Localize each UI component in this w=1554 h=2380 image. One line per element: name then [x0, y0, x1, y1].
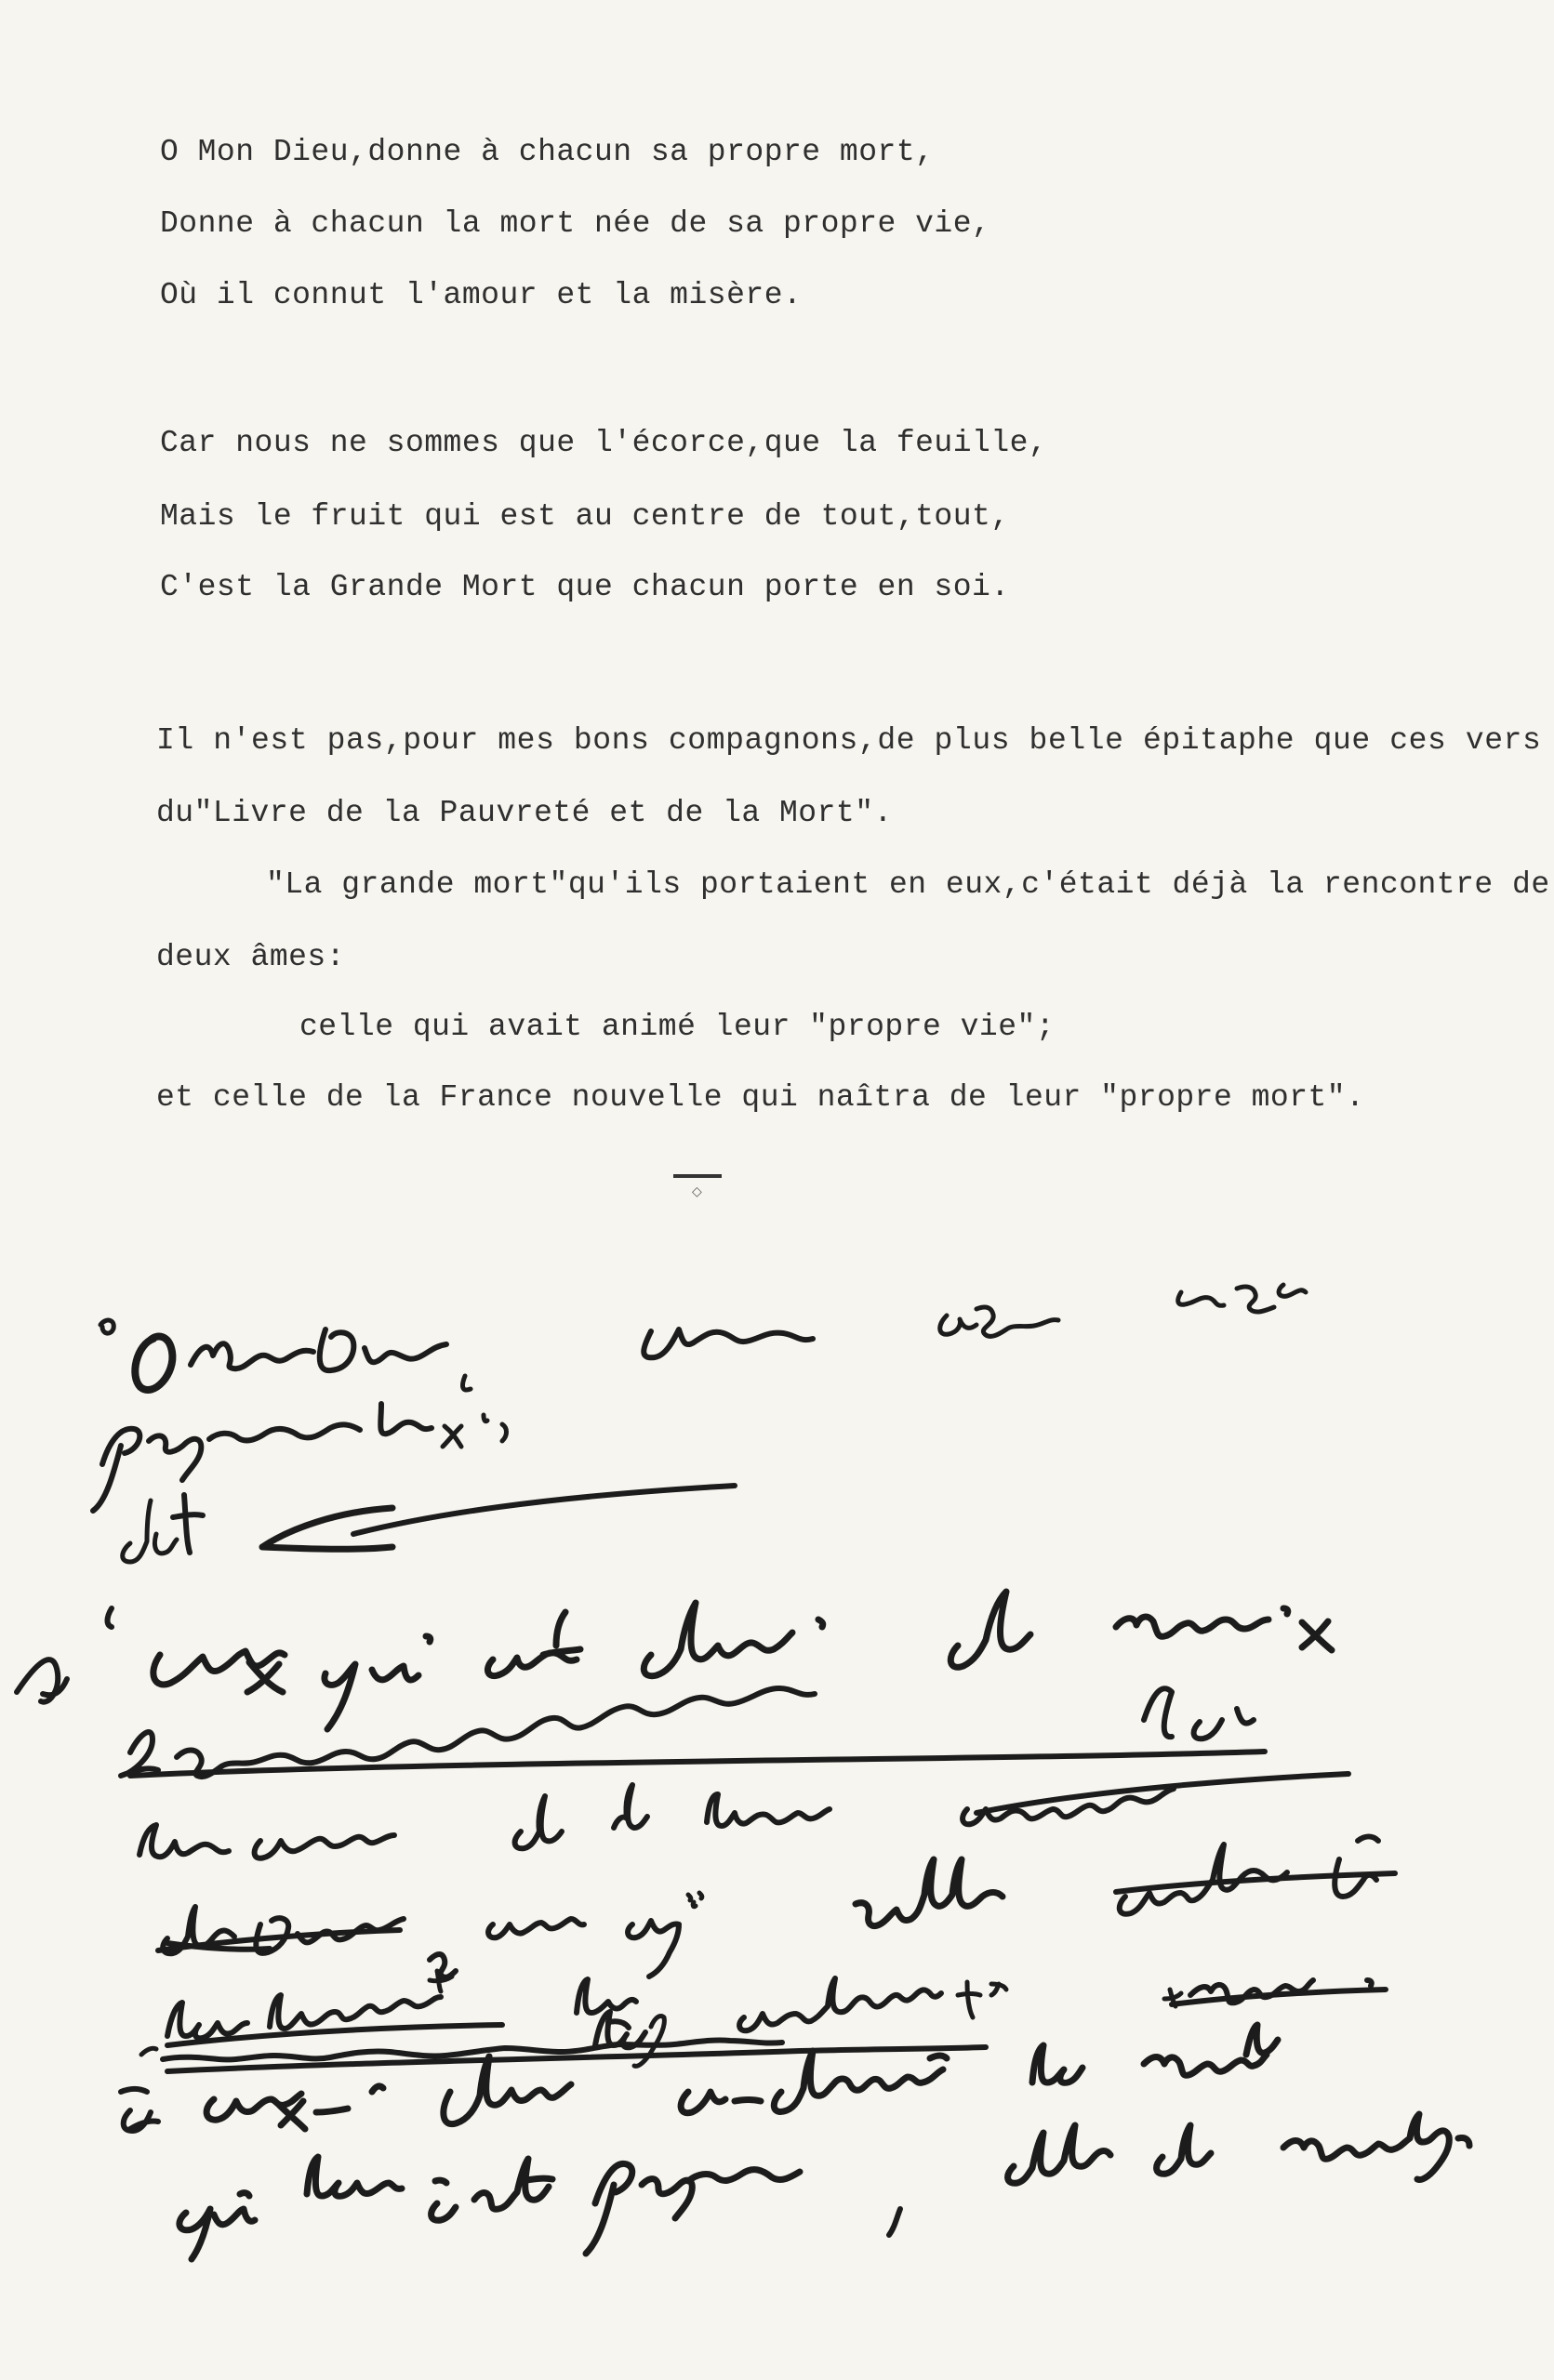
prose-line-5: celle qui avait animé leur "propre vie"; — [299, 1010, 1056, 1044]
ink-speck: ◇ — [692, 1184, 702, 1199]
prose-line-4: deux âmes: — [156, 940, 346, 974]
prose-line-1: Il n'est pas,pour mes bons compagnons,de plus belle épitaphe que ces vers — [156, 723, 1542, 758]
poem-line-1: O Mon Dieu,donne à chacun sa propre mort, — [160, 135, 935, 169]
prose-line-2: du"Livre de la Pauvreté et de la Mort". — [156, 796, 893, 830]
prose-line-6: et celle de la France nouvelle qui naîtra de leur "propre mort". — [156, 1080, 1365, 1115]
poem-line-2: Donne à chacun la mort née de sa propre vie, — [160, 206, 991, 241]
poem-line-3: Où il connut l'amour et la misère. — [160, 278, 803, 312]
prose-line-3: "La grande mort"qu'ils portaient en eux,c'était déjà la rencontre de — [266, 867, 1550, 902]
poem-line-4: Car nous ne sommes que l'écorce,que la feuille, — [160, 426, 1048, 460]
poem-line-6: C'est la Grande Mort que chacun porte en soi. — [160, 570, 1010, 604]
poem-line-5: Mais le fruit qui est au centre de tout,tout, — [160, 499, 1010, 534]
